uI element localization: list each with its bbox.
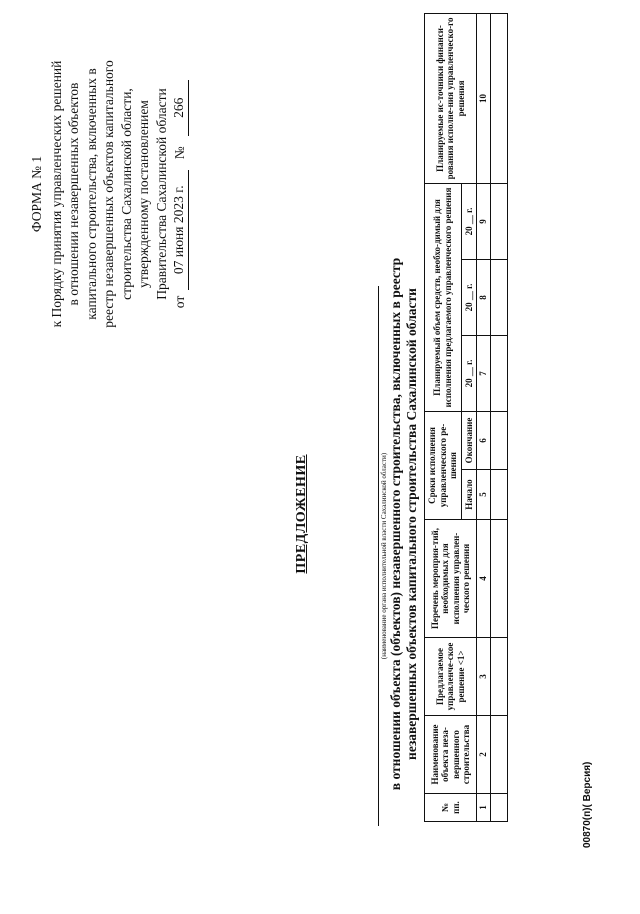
col-header-object: Наименование объекта неза-вершенного строительства <box>425 716 477 794</box>
document-title: ПРЕДЛОЖЕНИЕ <box>294 454 309 574</box>
table-cell <box>490 183 507 259</box>
col-header-measures: Перечень мероприя-тий, необходимых для исполнения управлен-ческого решения <box>425 520 477 638</box>
table-cell <box>490 13 507 183</box>
subject-line-2: незавершенных объектов капитального строительства Сахалинской области <box>404 288 419 760</box>
col-header-decision: Предлагаемое управленче-ское решение <1> <box>425 638 477 716</box>
header-line: капитального строительства, включенных в <box>83 68 99 320</box>
col-header-year-3: 20 __ г. <box>461 183 477 259</box>
col-header-sources: Планируемые ис-точники финанси-рования исполне-ния управленческо-го решения <box>425 13 477 183</box>
col-index: 1 <box>477 794 491 822</box>
col-header-number: № пп. <box>425 794 477 822</box>
approval-date: 07 июня 2023 г. <box>170 170 189 290</box>
table-cell <box>490 520 507 638</box>
col-header-end: Окончание <box>461 411 477 469</box>
table-cell <box>490 259 507 335</box>
col-header-year-2: 20 __ г. <box>461 259 477 335</box>
form-header <box>28 14 189 374</box>
header-line: в отношении незавершенных объектов <box>66 82 81 306</box>
col-index: 3 <box>477 638 491 716</box>
subject-line-1: в отношении объекта (объектов) незавершенного строительства, включенных в реестр <box>388 257 403 791</box>
col-header-funds: Планируемый объем средств, необхо-димый для исполнения предлагаемого управленческого решения <box>425 183 462 411</box>
proposal-table <box>424 14 508 822</box>
table-row <box>490 13 507 821</box>
header-line: утвержденному постановлением <box>136 100 151 288</box>
org-name-line <box>378 286 379 826</box>
col-index: 9 <box>477 183 491 259</box>
document-subject <box>388 174 420 874</box>
table-cell <box>490 335 507 411</box>
table-cell <box>490 794 507 822</box>
table-cell <box>490 716 507 794</box>
approval-number: 266 <box>170 80 189 136</box>
table-cell <box>490 470 507 520</box>
title-block <box>292 204 310 824</box>
form-title: ФОРМА № 1 <box>29 155 44 233</box>
col-header-terms: Сроки исполнения управленческого ре-шения <box>425 411 462 519</box>
col-index: 5 <box>477 470 491 520</box>
header-line: строительства Сахалинской области, <box>118 88 134 300</box>
from-label: от <box>172 295 187 309</box>
table-cell <box>490 638 507 716</box>
table-cell <box>490 411 507 469</box>
col-index: 7 <box>477 335 491 411</box>
col-header-start: Начало <box>461 470 477 520</box>
col-index: 6 <box>477 411 491 469</box>
col-index: 2 <box>477 716 491 794</box>
number-label: № <box>172 146 187 160</box>
header-line: к Порядку принятия управленческих решений <box>48 60 64 328</box>
col-index: 8 <box>477 259 491 335</box>
col-index: 10 <box>477 13 491 183</box>
column-index-row <box>477 13 491 821</box>
approval-row <box>170 14 189 374</box>
header-line: реестр незавершенных объектов капитального <box>101 60 116 328</box>
header-line: Правительства Сахалинской области <box>153 88 169 300</box>
col-index: 4 <box>477 520 491 638</box>
org-caption: (наименование органа исполнительной власти Сахалинской области) <box>380 452 388 660</box>
col-header-year-1: 20 __ г. <box>461 335 477 411</box>
document-stamp: 00870(п)( Версия) <box>582 761 593 848</box>
